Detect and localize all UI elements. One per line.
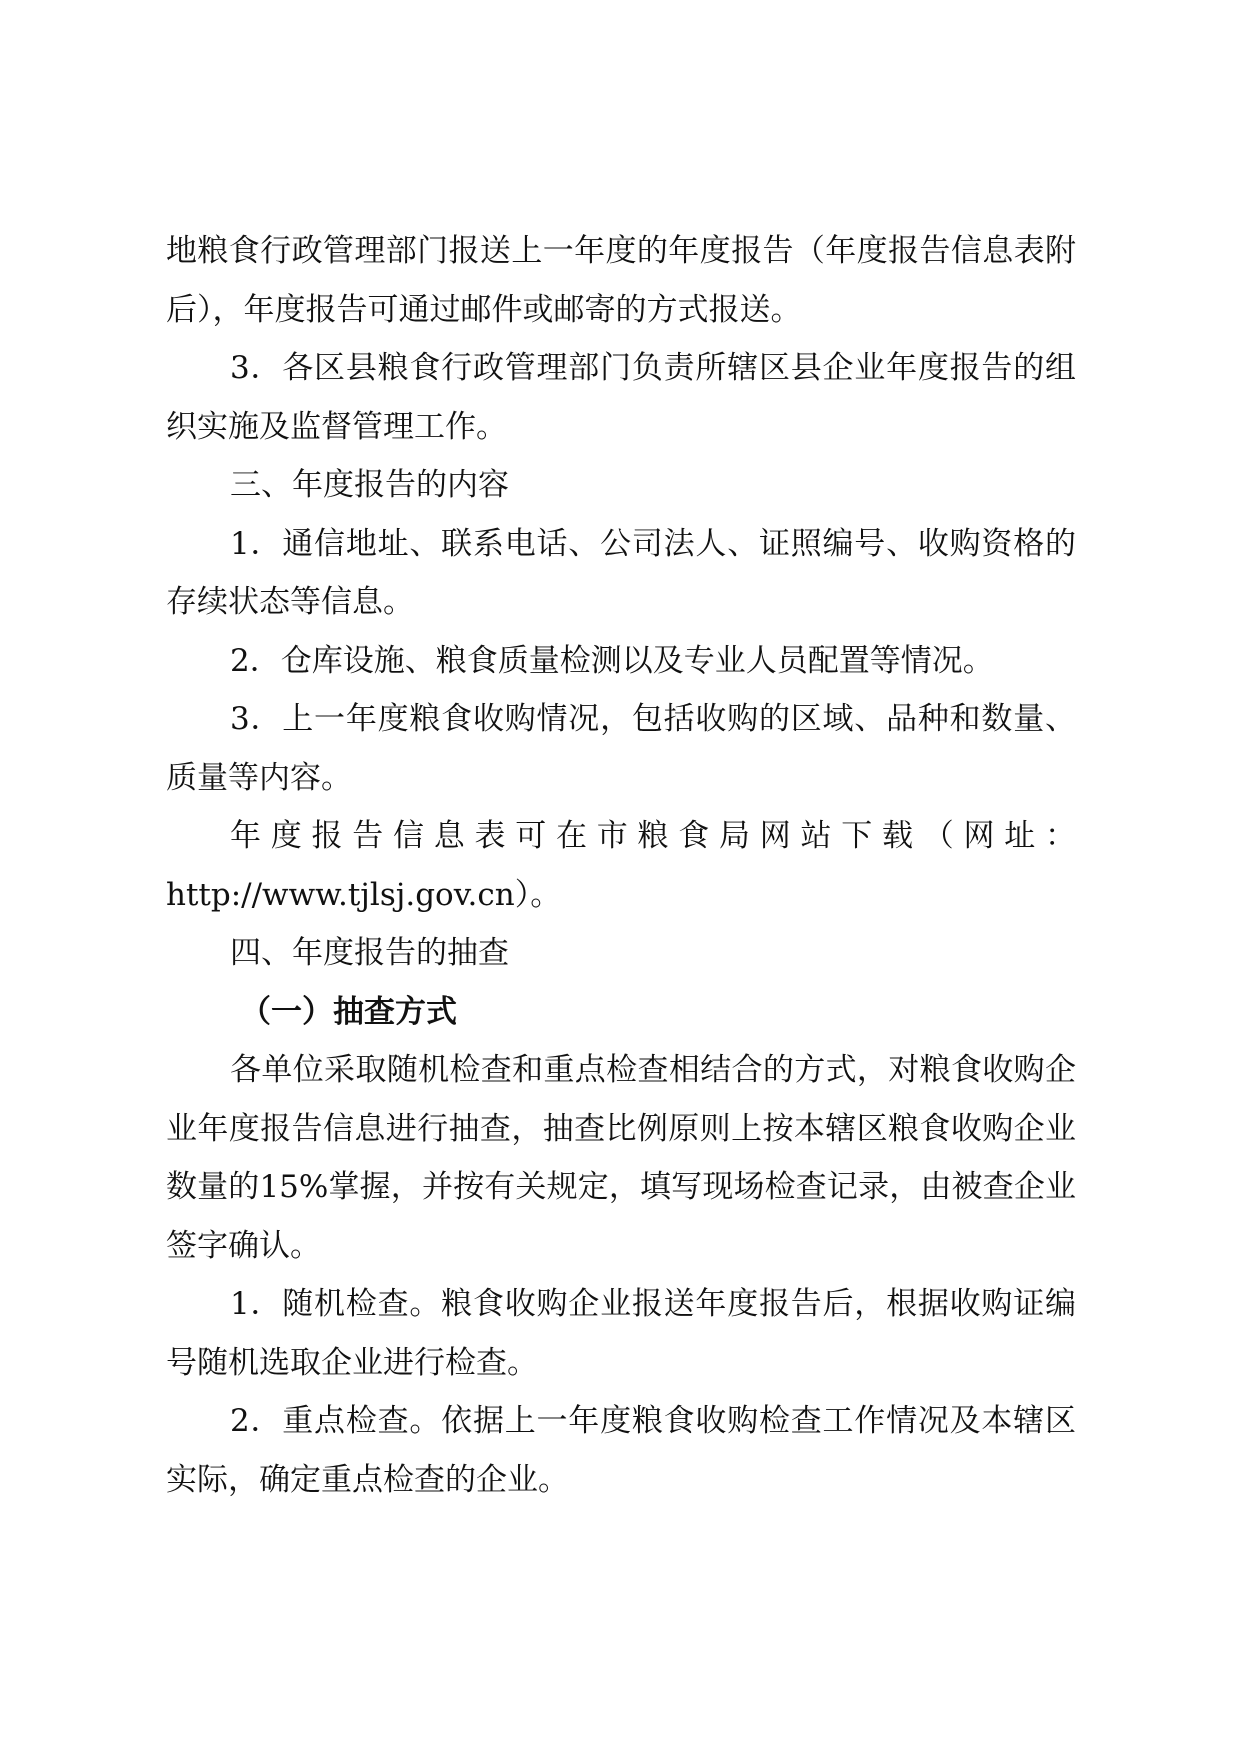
body-text (166, 222, 1076, 1509)
paragraph-district-responsibility: 3．各区县粮食行政管理部门负责所辖区县企业年度报告的组织实施及监督管理工作。 (166, 350, 1076, 445)
paragraph-content-item-2: 2．仓库设施、粮食质量检测以及专业人员配置等情况。 (230, 642, 994, 679)
paragraph-report-submission: 地粮食行政管理部门报送上一年度的年度报告（年度报告信息表附后），年度报告可通过邮件或邮寄的方式报送。 (166, 233, 1076, 328)
heading-spot-check: 四、年度报告的抽查 (230, 935, 509, 971)
paragraph-download-note: 年度报告信息表可在市粮食局网站下载（网址： (230, 818, 1076, 854)
paragraph-content-item-3: 3．上一年度粮食收购情况，包括收购的区域、品种和数量、质量等内容。 (166, 701, 1076, 796)
heading-report-content: 三、年度报告的内容 (230, 467, 509, 503)
paragraph-download-url: http://www.tjlsj.gov.cn）。 (166, 876, 562, 913)
subheading-check-method: （一）抽查方式 (240, 993, 457, 1030)
paragraph-random-check: 1．随机检查。粮食收购企业报送年度报告后，根据收购证编号随机选取企业进行检查。 (166, 1286, 1076, 1381)
paragraph-content-item-1: 1．通信地址、联系电话、公司法人、证照编号、收购资格的存续状态等信息。 (166, 525, 1076, 620)
paragraph-check-method: 各单位采取随机检查和重点检查相结合的方式，对粮食收购企业年度报告信息进行抽查，抽查比例原则上按本辖区粮食收购企业数量的15%掌握，并按有关规定，填写现场检查记录，由被查企业签字确认。 (166, 1052, 1076, 1264)
paragraph-key-check: 2．重点检查。依据上一年度粮食收购检查工作情况及本辖区实际，确定重点检查的企业。 (166, 1403, 1076, 1498)
